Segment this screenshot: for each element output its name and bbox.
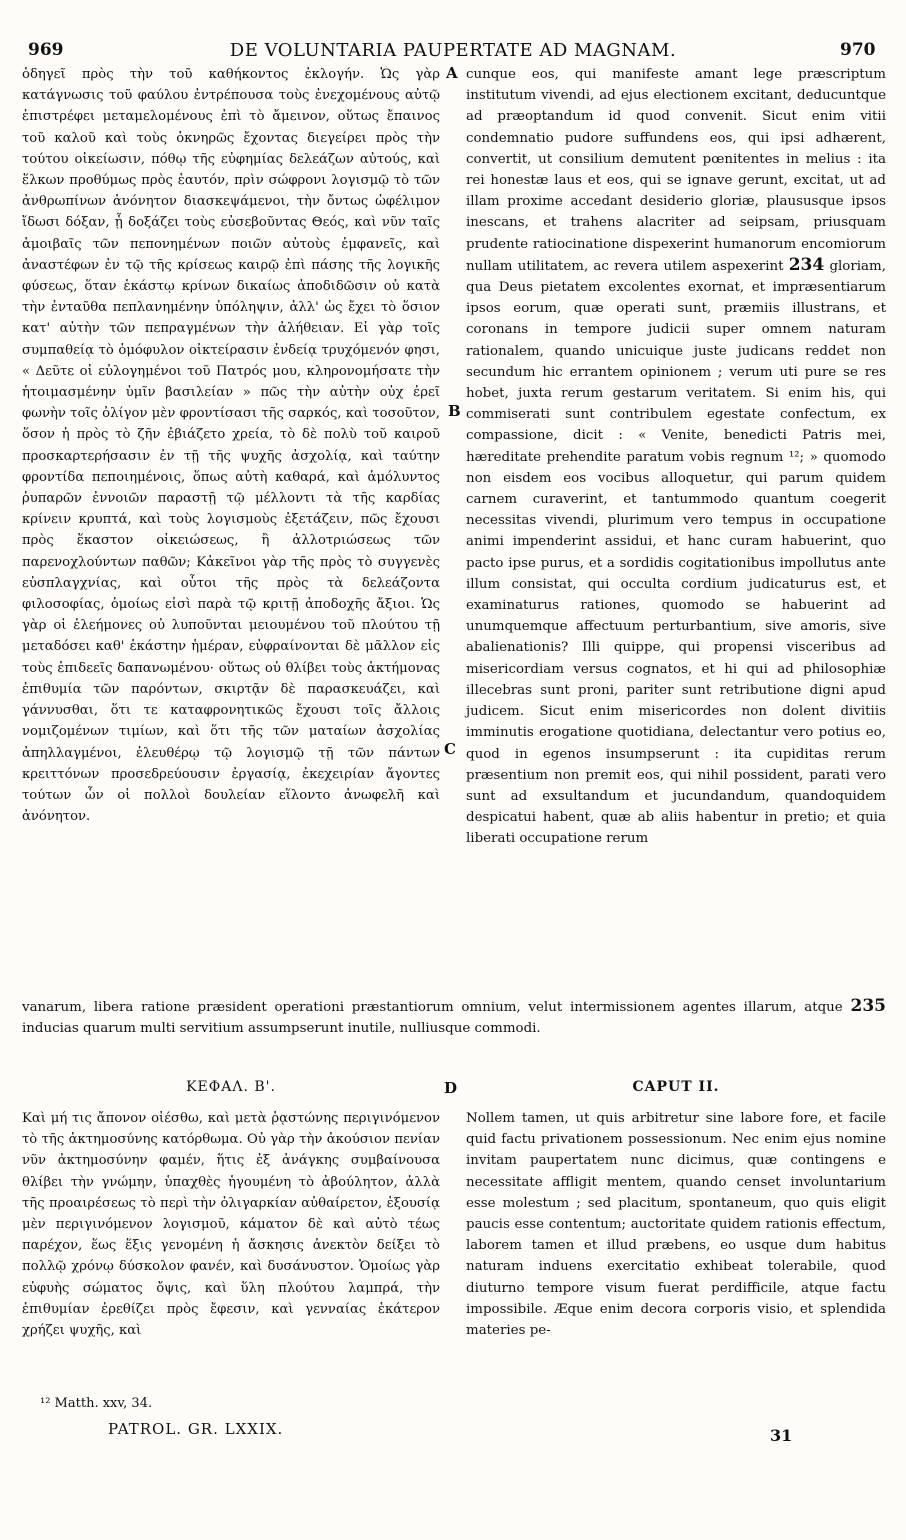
footnote: ¹² Matth. xxv, 34.	[40, 1396, 153, 1411]
margin-letter-c: C	[444, 740, 456, 758]
chapter-heading-greek: ΚΕΦΑΛ. Β'.	[186, 1079, 276, 1095]
greek-column	[22, 64, 440, 827]
spanning-line	[22, 996, 886, 1039]
margin-letter-a: A	[446, 64, 458, 82]
latin-column	[466, 64, 886, 850]
signature-mark: 31	[770, 1426, 793, 1445]
page-number-left: 969	[28, 40, 64, 60]
margin-letter-b: B	[448, 402, 461, 420]
greek-paragraph-2: Καὶ μή τις ἄπονον οἰέσθω, καὶ μετὰ ῥᾳστώνης περιγινόμενον τὸ τῆς ἀκτημοσύνης κατόρθωμα. Οὐ γὰρ τὴν ἀκούσιον πενίαν νῦν ἀκτημοσύνην φαμέν, ἥτις ἐξ ἀνάγκης συμβαίνουσα θλίβει τὴν γνώμην, ὑπαχθὲς ἡγουμένη τὸ ἀβούλητον, ἀλλὰ τῆς προαιρέσεως τὸ περὶ τὴν ὀλιγαρκίαν αὐθαίρετον, ἐξουσίᾳ μὲν περιγινόμενον λογισμοῦ, κάματον δὲ καὶ αὐτὸ τέως παρέχον, ἕως ἕξις γενομένη ἡ ἄσκησις ἀνεκτὸν δείξει τὸ πολλῷ χρόνῳ δύσκολον φανέν, καὶ δυσάνυστον. Ὁμοίως γὰρ εὐφυὴς σώματος ὄψις, καὶ ὕλη πλούτου λαμπρά, τὴν ἐπιθυμίαν ἐρεθίζει πρὸς ἔφεσιν, καὶ γενναίας ἑκάτερον χρήζει ψυχῆς, καὶ	[22, 1111, 440, 1339]
latin-paragraph	[466, 64, 886, 850]
greek-column-2	[22, 1108, 440, 1341]
chapter-heading-latin: CAPUT II.	[632, 1079, 720, 1095]
wide-text-a: vanarum, libera ratione præsident operationi præstantiorum omnium, velut intermissionem agentes illarum, atque	[22, 1000, 843, 1015]
column-number: 234	[788, 254, 825, 275]
margin-letter-d: D	[444, 1079, 458, 1097]
greek-paragraph: ὁδηγεῖ πρὸς τὴν τοῦ καθήκοντος ἐκλογήν. Ὡς γὰρ κατάγνωσις τοῦ φαύλου ἐντρέπουσα τοὺς ἐνεχομένους αὐτῷ ἐπιστρέφει μεταμελομένους ἐπὶ τὸ ἄμεινον, οὕτως ἔπαινος τοῦ καλοῦ καὶ τοὺς ὀκνηρῶς ἔχοντας διεγείρει πρὸς τὴν τούτου οἰκείωσιν, πόθῳ τῆς εὐφημίας δελεάζων αὐτούς, καὶ ἕλκων προθύμως πρὸς ἑαυτόν, πρὶν σώφρονι λογισμῷ τὸ τῶν ἀνθρωπίνων ἀνόνητον διασκεψάμενοι, τὴν ὄντως ὠφέλιμον ἴδωσι δόξαν, ᾗ δοξάζει τοὺς εὐσεβοῦντας Θεός, καὶ νῦν ταῖς ἀμοιβαῖς τῶν πεπονημένων ποιῶν αὐτοὺς ἐμφανεῖς, καὶ ἀναστέφων ἐν τῷ τῆς κρίσεως καιρῷ ἐπὶ πάσης τῆς λογικῆς φύσεως, ὅταν ἑκάστῳ κρίνων δικαίως ἀποδιδῶσιν οὐ κατὰ τὴν ἐνταῦθα πεπλανημένην ὑπόληψιν, ἀλλ' ὡς ἔχει τὸ ὅσιον κατ' αὐτὴν τῶν πεπραγμένων τὴν ἀλήθειαν. Εἰ γὰρ τοῖς συμπαθείᾳ τὸ ὁμόφυλον οἰκτείρασιν ἐνδείᾳ τρυχόμενόν φησι, « Δεῦτε οἱ εὐλογημένοι τοῦ Πατρός μου, κληρονομήσατε τὴν ἡτοιμασμένην ὑμῖν βασιλείαν » πῶς τὴν αὐτὴν οὐχ ἐρεῖ φωνὴν τοῖς ὀλίγον μὲν φροντίσασι τῆς σαρκός, καὶ τοσοῦτον, ὅσον ἡ πρὸς τὸ ζῆν ἐβιάζετο χρεία, τὸ δὲ πολὺ τοῦ καιροῦ προσκαρτερήσασιν ἐν τῇ τῆς ψυχῆς ἀσχολίᾳ, καὶ ταύτην φροντίδα πεποιημένοις, ὅπως αὐτὴ καθαρά, καὶ ἀμόλυντος ῥυπαρῶν ἐννοιῶν παραστῇ τῷ μέλλοντι τὰ τῆς καρδίας κρίνειν κρυπτά, καὶ τοὺς λογισμοὺς ἐξετάζειν, πῶς ἔχουσι πρὸς ἕκαστον οἰκειώσεως, ἢ ἀλλοτριώσεως τῶν παρενοχλούντων παθῶν; Κἀκεῖνοι γὰρ τῆς πρὸς τὸ συγγενὲς εὐσπλαγχνίας, καὶ οὗτοι τῆς πρὸς τὰ δελεάζοντα φιλοσοφίας, ὁμοίως εἰσὶ παρὰ τῷ κριτῇ ἀποδοχῆς ἄξιοι. Ὡς γὰρ οἱ ἐλεήμονες οὐ λυποῦνται μειουμένου τοῦ πλούτου τῇ μεταδόσει καθ' ἑκάστην ἡμέραν, εὐφραίνονται δὲ μᾶλλον εἰς τοὺς ἐπιδεεῖς δαπανωμένου· οὕτως οὐ θλίβει τοὺς ἀκτήμονας ἐπιθυμία τῶν παρόντων, σκιρτᾷν δὲ παρασκευάζει, καὶ γάννυσθαι, ὅτι τε καταφρονητικῶς ἔχουσι τοῖς ἄλλοις νομιζομένων τιμίων, καὶ ὅτι τῆς τῶν ματαίων ἀσχολίας ἀπηλλαγμένοι, ἐλευθέρῳ τῷ λογισμῷ τῇ τῶν πάντων κρειττόνων προσεδρεύουσιν ἐργασίᾳ, ἐκεχειρίαν ἄγοντες τούτων ὧν οἱ πολλοὶ δουλείαν εἵλοντο ἀνωφελῆ καὶ ἀνόνητον.	[22, 67, 440, 825]
latin-text-a: cunque eos, qui manifeste amant lege præscriptum institutum vivendi, ad ejus electionem excitant, deducuntque ad præoptandum id quod convenit. Sicut enim vitii condemnatio pudore suffundens eos, qui ipsi adhærent, convertit, ut consilium demutent pœnitentes in melius : ita rei honestæ laus et eos, qui se ignave gerunt, excitat, ut ad illam proxime accedant desiderio gloriæ, plaususque ipsos inescans, et trahens alacriter ad seipsam, priusquam prudente ratiocinatione dispexerint humanorum encomiorum nullam utilitatem, ac revera utilem aspexerint	[466, 67, 886, 274]
footer-series: PATROL. GR. LXXIX.	[108, 1420, 284, 1438]
latin-text-b: gloriam, qua Deus pietatem excolentes exornat, et impræsentiarum ipsos eorum, quæ operati sunt, præmiis illustrans, et coronans in tempore judicii super omnem naturam rationalem, quando unicuique juste judicans reddet non secundum hic errantem opinionem ; verum uti pure se res hobet, juxta rerum gestarum veritatem. Si enim his, qui commiserati sunt contribulem egestate confectum, ex compassione, dicit : « Venite, benedicti Patris mei, hæreditate prehendite paratum vobis regnum ¹²; » quomodo non eisdem eos vocibus alloquetur, qui parum quidem carnem curaverint, et tantummodo quantum coegerit necessitas vivendi, plurimum vero tempus in occupatione animi impenderint assidui, et hanc curam habuerint, quo pacto ipse purus, et a sordidis cogitationibus impollutus ante illum consistat, qui occulta cordium judicaturus est, et examinaturus rationes, quomodo se habuerint ad unumquemque affectuum perturbantium, sive amoris, sive abalienationis? Illi quippe, qui propensi visceribus ad misericordiam versus cognatos, et hi qui ad philosophiæ illecebras sunt proni, pariter sunt retributione digni apud judicem. Sicut enim misericordes non dolent divitiis imminutis erogatione quotidiana, delectantur vero potius eo, quod in egenos insumpserunt : ita cupiditas rerum præsentium non premit eos, qui nihil possident, parati vero sunt ad exsultandum et jucundandum, quandoquidem despicatui habent, quæ ab aliis habentur in pretio; et quia liberati occupatione rerum	[466, 258, 886, 847]
running-title: DE VOLUNTARIA PAUPERTATE AD MAGNAM.	[229, 40, 677, 61]
latin-paragraph-2: Nollem tamen, ut quis arbitretur sine labore fore, et facile quid factu privationem possessionum. Nec enim ejus nomine invitam paupertatem nunc dicimus, quæ contingens e necessitate affligit mentem, quando censet involuntarium esse molestum ; sed placitum, spontaneum, quo quis eligit paucis esse contentum; auctoritate quidem rationis effectum, laborem tamen et illud præbens, eo usque dum habitus naturam induens exercitatio exhibeat tolerabile, quod diuturno tempore visum fuerat perdifficile, atque factu impossibile. Æque enim decora corporis visio, et splendida materies pe-	[466, 1111, 886, 1339]
page-number-right: 970	[840, 40, 876, 60]
wide-text-b: inducias quarum multi servitium assumpserunt inutile, nulliusque commodi.	[22, 1021, 541, 1037]
latin-column-2	[466, 1108, 886, 1341]
column-number-235: 235	[850, 996, 886, 1016]
